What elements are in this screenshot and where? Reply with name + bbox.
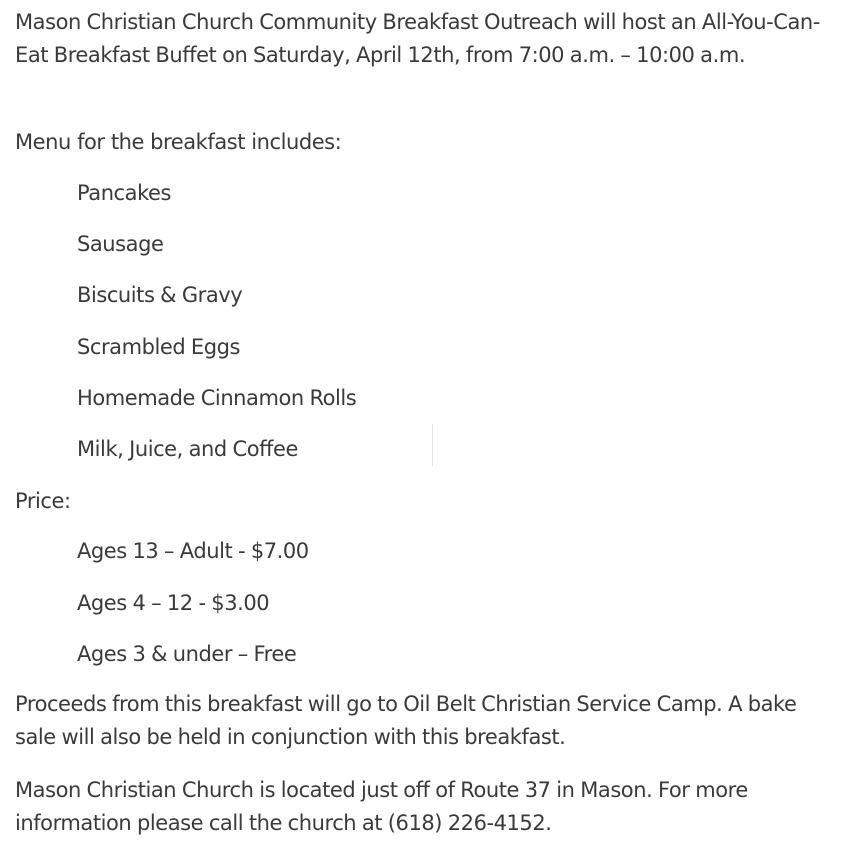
- proceeds-paragraph: Proceeds from this breakfast will go to Oil Belt Christian Service Camp. A bake sale will also be held in conjunction with this breakfast.: [15, 692, 797, 749]
- menu-item: Pancakes: [77, 181, 171, 205]
- price-item: Ages 3 & under – Free: [77, 642, 297, 666]
- menu-item: Sausage: [77, 232, 164, 256]
- scan-mark: [432, 424, 433, 466]
- menu-item: Homemade Cinnamon Rolls: [77, 386, 357, 410]
- price-heading: Price:: [15, 489, 71, 513]
- price-item: Ages 13 – Adult - $7.00: [77, 539, 309, 563]
- price-item: Ages 4 – 12 - $3.00: [77, 591, 270, 615]
- menu-item: Scrambled Eggs: [77, 335, 240, 359]
- menu-heading: Menu for the breakfast includes:: [15, 130, 342, 154]
- intro-paragraph: Mason Christian Church Community Breakfast Outreach will host an All-You-Can-Eat Breakfast Buffet on Saturday, April 12th, from 7:00 a.m. – 10:00 a.m.: [15, 10, 820, 67]
- menu-item: Milk, Juice, and Coffee: [77, 437, 298, 461]
- menu-item: Biscuits & Gravy: [77, 283, 243, 307]
- location-paragraph: Mason Christian Church is located just off of Route 37 in Mason. For more information please call the church at (618) 226-4152.: [15, 778, 748, 835]
